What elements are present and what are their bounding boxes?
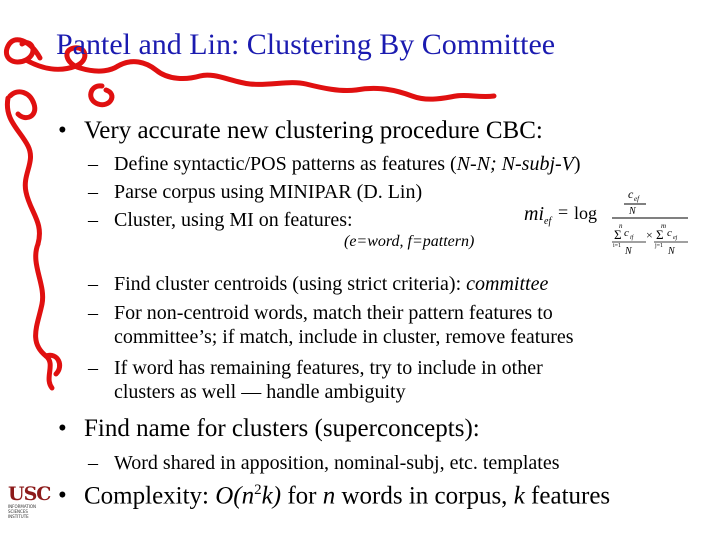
formula-sum-lower-i: i=1 [613,243,622,249]
sub-bullet-find-centroids [88,272,549,296]
formula-num-c: c [628,187,634,201]
sub-bullet-parse-corpus [88,180,423,204]
bullet-text: Find name for clusters (superconcepts): [84,415,480,442]
sub-bullet-text: Define syntactic/POS patterns as features ( [114,153,457,175]
sub-bullet-remaining-features [88,356,543,404]
complexity-words: words in corpus, [335,482,514,510]
complexity-k: k) [261,482,282,510]
formula-mi: mi [524,203,544,225]
logo-subtitle-3: INSTITUTE [8,514,29,519]
dash: – [88,452,98,474]
formula-sum-upper-m: m [661,222,667,230]
sub-bullet-text: Word shared in apposition, nominal-subj, etc. templates [114,452,560,474]
formula-c-i: c [624,227,629,239]
sub-bullet-define-patterns [88,152,581,176]
formula-num-sub: ef [634,195,640,203]
note-close: ) [469,233,475,250]
formula-times: × [646,228,653,242]
bullet-clustering-procedure [58,117,543,145]
formula-sum-upper-n: n [619,222,623,230]
sub-bullet-emphasis: committee [466,273,549,295]
formula-c-j: c [667,227,672,239]
bullet-find-name [58,415,480,443]
dash: – [88,273,98,295]
formula-left-N: N [625,246,632,257]
note-text: e=word, f=pattern [349,233,469,250]
dash: – [88,209,98,231]
bullet-text: Very accurate new clustering procedure CBC: [84,117,543,144]
formula-c-i-sub: if [630,235,634,241]
sub-bullet-text-line2: clusters as well — handle ambiguity [114,381,406,403]
complexity-o: O(n [215,482,255,510]
bullet-dot: • [58,117,67,144]
formula-mi-sub: ef [544,216,552,227]
dash: – [88,357,98,379]
formula-sigma-j: Σ [656,227,664,242]
sub-bullet-text-line1: For non-centroid words, match their pattern features to [114,302,553,324]
complexity-n-var: n [322,482,336,510]
formula-sigma-i: Σ [614,227,622,242]
sub-bullet-text-line1: If word has remaining features, try to include in other [114,357,543,379]
mi-formula [520,184,692,264]
bullet-complexity [58,482,611,510]
logo-subtitle-2: SCIENCES [8,509,28,514]
formula-equals: = [558,202,569,222]
logo-text: USC [8,483,51,505]
formula-num-N: N [629,206,636,217]
slide-title: Pantel and Lin: Clustering By Committee [56,28,556,61]
formula-note [344,233,474,251]
complexity-features: features [524,482,611,510]
usc-isi-logo [8,484,50,519]
sub-bullet-text-line2: committee’s; if match, include in cluster, remove features [114,326,574,348]
bullet-dot: • [58,415,67,442]
complexity-label: Complexity: [84,482,216,510]
note-open: ( [344,233,350,250]
logo-subtitle-1: INFORMATION [8,504,37,509]
sub-bullet-word-shared [88,451,560,475]
sub-bullet-text-end: ) [573,153,581,175]
formula-sum-lower-j: j=1 [655,243,664,249]
sub-bullet-text: Find cluster centroids (using strict criteria): [114,273,467,295]
dash: – [88,302,98,324]
sub-bullet-text: Cluster, using MI on features: [114,209,353,231]
complexity-k-var: k [513,482,525,510]
complexity-for: for [281,482,323,510]
sub-bullet-non-centroid [88,301,574,349]
formula-c-j-sub: ej [673,235,678,241]
sub-bullet-cluster-mi [88,208,353,232]
dash: – [88,181,98,203]
sub-bullet-emphasis: N-N; N-subj-V [456,153,574,175]
bullet-dot: • [58,482,67,509]
formula-log: log [574,203,598,223]
complexity-exponent: 2 [254,482,262,498]
formula-right-N: N [668,246,675,257]
dash: – [88,153,98,175]
sub-bullet-text: Parse corpus using MINIPAR (D. Lin) [114,181,423,203]
